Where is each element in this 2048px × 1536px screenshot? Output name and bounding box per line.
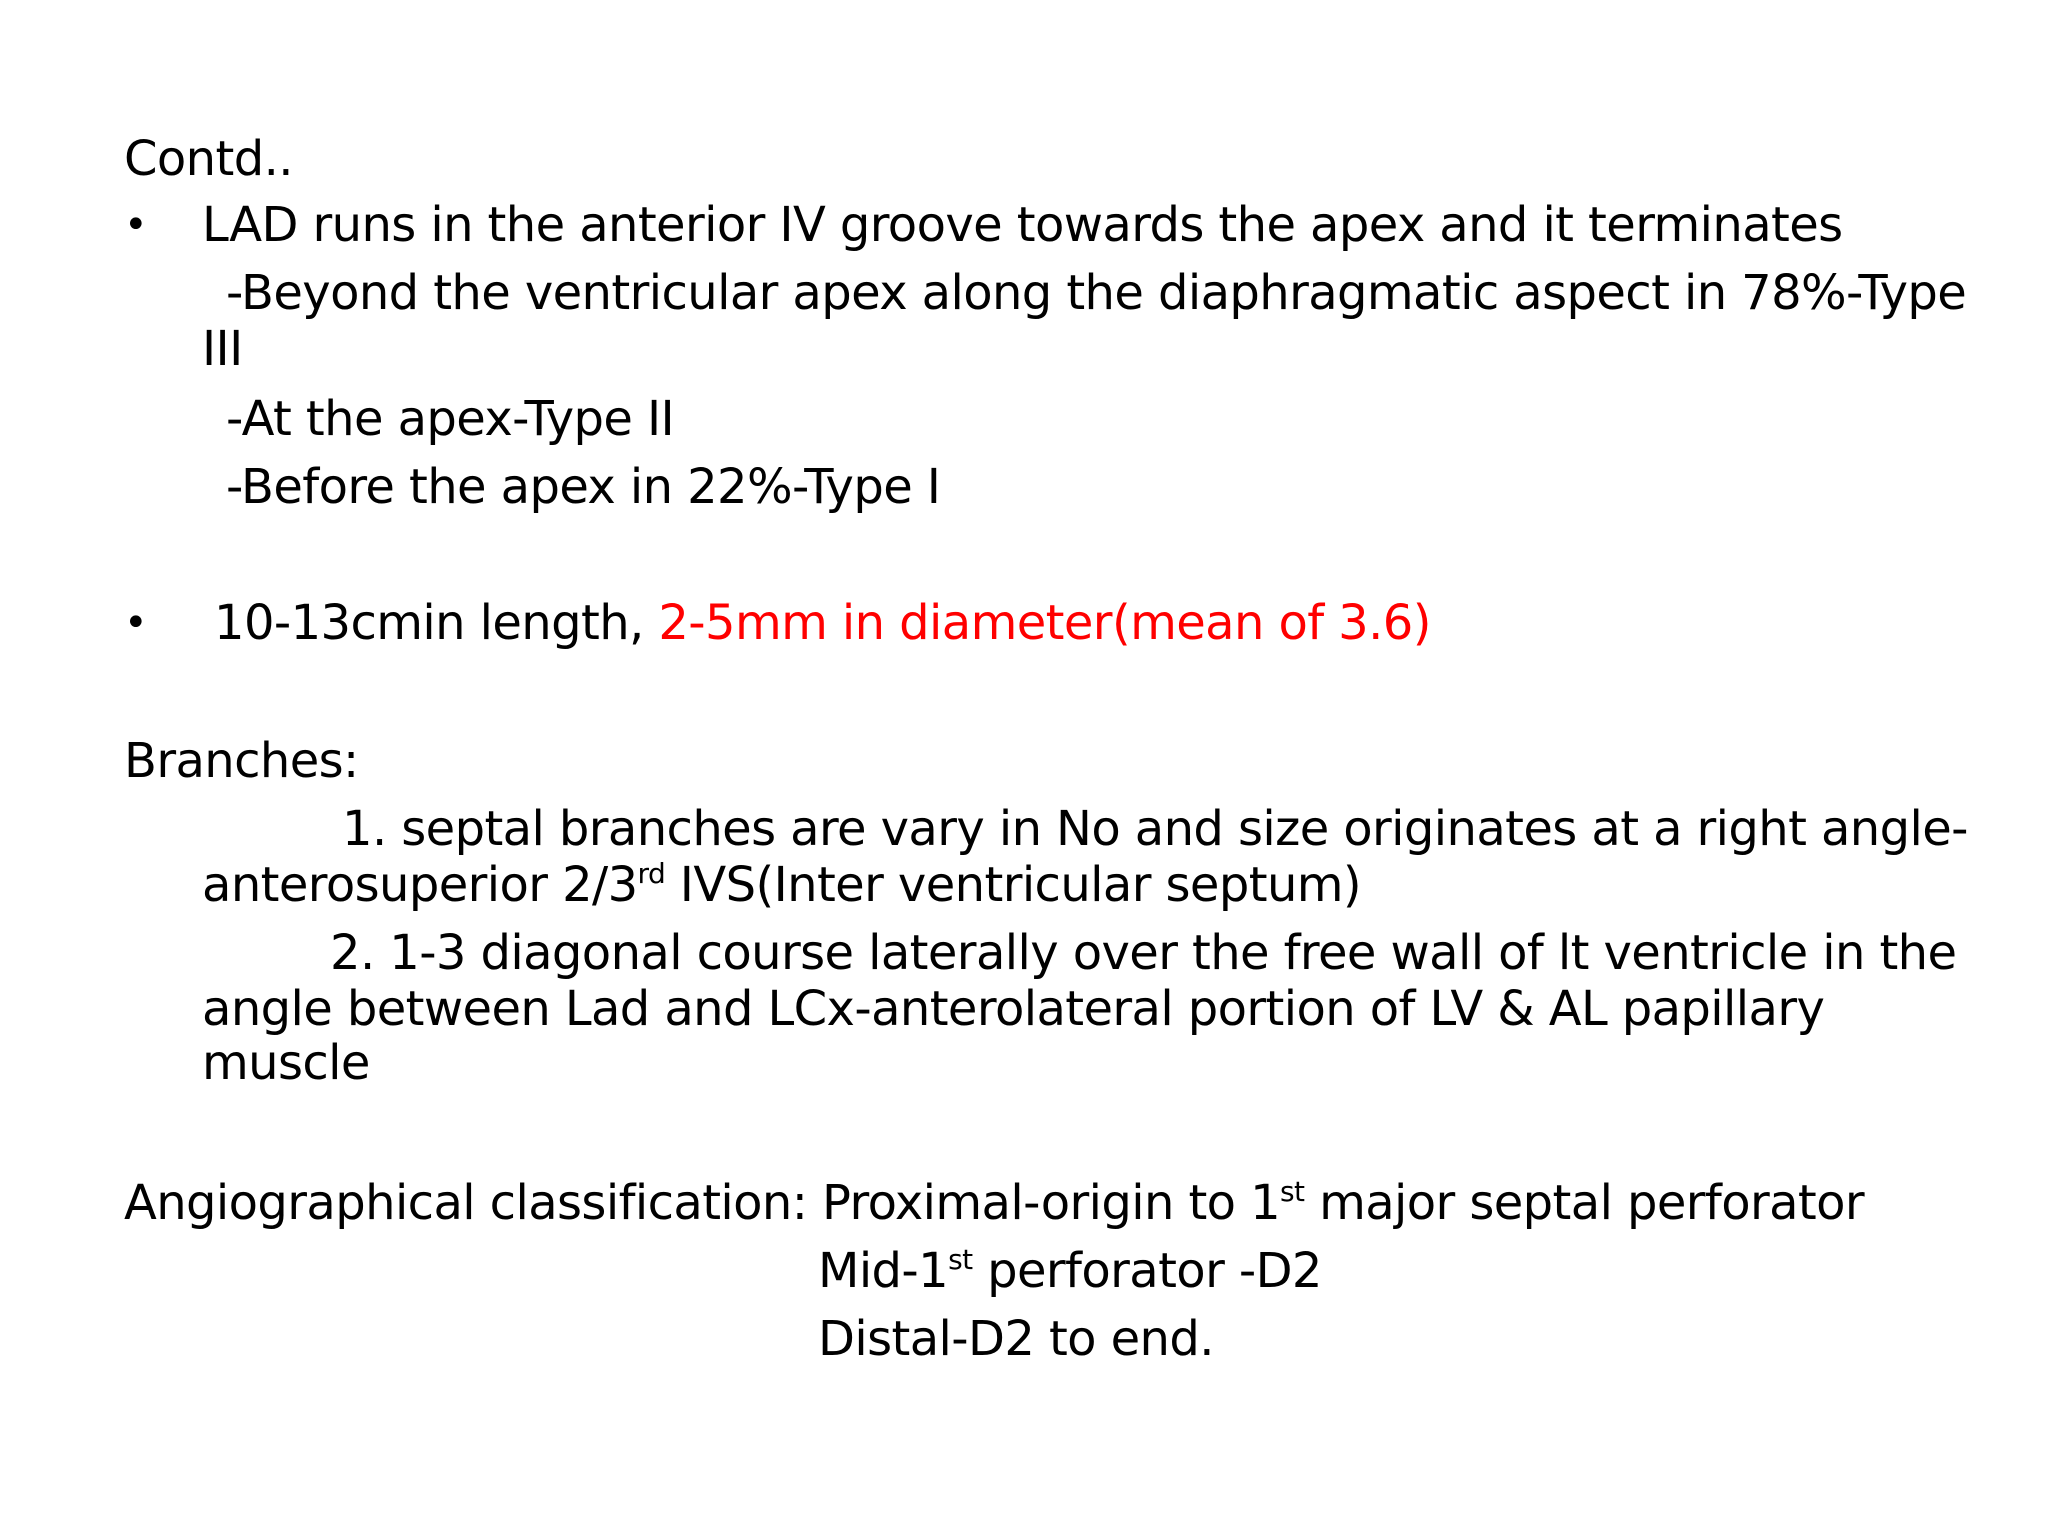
angio-line-2 (818, 1244, 1322, 1298)
angio-label: Angiographical classification: (124, 1175, 822, 1231)
bullet-1-marker: • (124, 202, 148, 248)
slide-heading: Contd.. (124, 131, 293, 187)
branch-1-line-2-pre: anterosuperior 2/3 (202, 857, 638, 913)
angio-line-2-pre: Mid-1 (818, 1243, 949, 1299)
bullet-1-sub-1-line-2: III (202, 321, 243, 377)
bullet-1-sub-2: -At the apex-Type II (226, 391, 675, 447)
bullet-2-text (214, 596, 1431, 650)
bullet-1-sub-3: -Before the apex in 22%-Type I (226, 459, 941, 515)
branches-heading: Branches: (124, 733, 359, 789)
bullet-2-marker: • (124, 600, 148, 646)
angio-line-1 (124, 1176, 1864, 1230)
angio-line-2-post: perforator -D2 (972, 1243, 1322, 1299)
branch-2-line-1: 2. 1-3 diagonal course laterally over the free wall of lt ventricle in the (330, 925, 1957, 981)
bullet-2-text-red: 2-5mm in diameter(mean of 3.6) (658, 595, 1431, 651)
angio-line-1-sup: st (1280, 1175, 1305, 1208)
branch-1-line-1: 1. septal branches are vary in No and size originates at a right angle- (342, 801, 1968, 857)
bullet-2-text-black: 10-13cmin length, (214, 595, 659, 651)
branch-1-line-2-sup: rd (637, 857, 666, 890)
angio-line-1-pre: Proximal-origin to 1 (821, 1175, 1281, 1231)
branch-2-line-2: angle between Lad and LCx-anterolateral portion of LV & AL papillary (202, 981, 1825, 1037)
angio-line-2-sup: st (948, 1243, 973, 1276)
bullet-1-text: LAD runs in the anterior IV groove towards the apex and it terminates (202, 197, 1843, 253)
angio-line-3: Distal-D2 to end. (818, 1311, 1214, 1367)
branch-1-line-2 (202, 858, 1361, 912)
angio-line-1-post: major septal perforator (1304, 1175, 1865, 1231)
branch-2-line-3: muscle (202, 1035, 370, 1091)
bullet-1-sub-1-line-1: -Beyond the ventricular apex along the diaphragmatic aspect in 78%-Type (226, 265, 1967, 321)
branch-1-line-2-post: IVS(Inter ventricular septum) (665, 857, 1362, 913)
